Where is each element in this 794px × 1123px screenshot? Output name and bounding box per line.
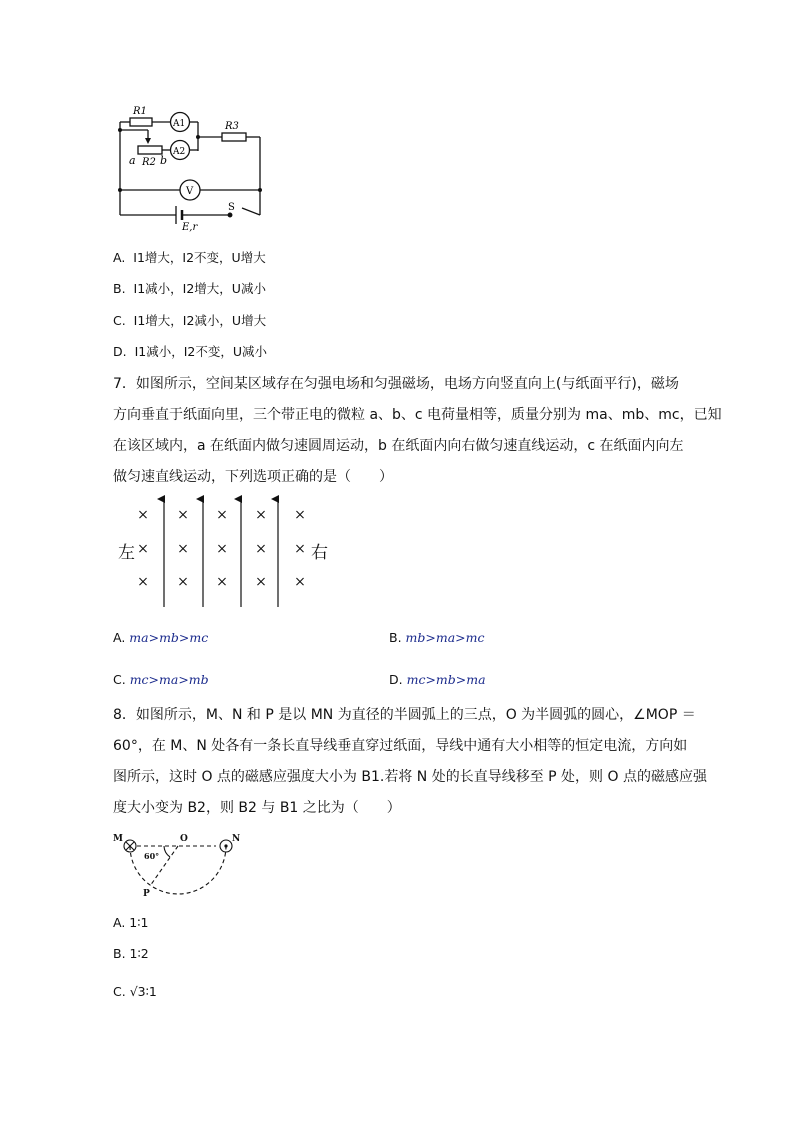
circuit-diagram — [110, 100, 270, 235]
cross-mark: × — [255, 541, 267, 557]
q7-line-4: 做匀速直线运动，下列选项正确的是（ ） — [113, 469, 393, 485]
point-m-label: M — [113, 834, 123, 844]
option-text: 1∶1 — [129, 915, 149, 930]
point-p-label: P — [143, 889, 150, 899]
q6-option-d — [113, 343, 267, 361]
q6-option-a — [113, 249, 266, 267]
right-label: 右 — [311, 543, 328, 563]
cross-mark: × — [294, 541, 306, 557]
field-diagram — [110, 495, 340, 610]
cross-mark: × — [216, 574, 228, 590]
option-text: √3∶1 — [129, 984, 157, 999]
option-letter: A. — [113, 250, 126, 265]
option-text: I1减小，I2不变，U减小 — [134, 344, 267, 359]
option-text: I1增大，I2不变，U增大 — [133, 250, 266, 265]
option-letter: C. — [113, 313, 126, 328]
cross-mark: × — [137, 541, 149, 557]
cross-mark: × — [294, 574, 306, 590]
source-label: E,r — [182, 222, 198, 233]
cross-mark: × — [216, 541, 228, 557]
semicircle-diagram — [110, 828, 250, 903]
r3-label: R3 — [225, 121, 239, 132]
option-text: I1增大，I2减小，U增大 — [133, 313, 267, 328]
cross-mark: × — [255, 507, 267, 523]
cross-mark: × — [137, 507, 149, 523]
cross-mark: × — [177, 507, 189, 523]
option-text: mc>ma>mb — [129, 672, 209, 687]
q7-line-1: 7．如图所示，空间某区域存在匀强电场和匀强磁场，电场方向竖直向上(与纸面平行)，磁场 — [113, 376, 679, 392]
q8-option-c — [113, 983, 157, 1001]
option-letter: A. — [113, 630, 126, 645]
option-text: mc>mb>ma — [406, 672, 486, 687]
option-letter: C. — [113, 672, 126, 687]
q7-option-d — [389, 671, 486, 689]
q8-line-3: 图所示，这时 O 点的磁感应强度大小为 B1.若将 N 处的长直导线移至 P 处，则 O 点的磁感应强 — [113, 769, 707, 785]
q7-option-b — [389, 629, 485, 647]
terminal-b-label: b — [160, 154, 168, 167]
terminal-a-label: a — [129, 154, 136, 167]
cross-mark: × — [177, 541, 189, 557]
switch-label: S — [228, 202, 235, 213]
option-letter: A. — [113, 915, 126, 930]
option-text: mb>ma>mc — [405, 630, 485, 645]
q8-line-4: 度大小变为 B2，则 B2 与 B1 之比为（ ） — [113, 800, 401, 816]
cross-mark: × — [216, 507, 228, 523]
r2-label: R2 — [142, 157, 156, 168]
option-letter: D. — [389, 672, 403, 687]
q7-option-c — [113, 671, 209, 689]
option-text: 1∶2 — [129, 946, 149, 961]
option-letter: B. — [113, 281, 126, 296]
q8-line-2: 60°，在 M、N 处各有一条长直导线垂直穿过纸面，导线中通有大小相等的恒定电流，方向如 — [113, 738, 688, 754]
a2-label: A2 — [173, 147, 186, 157]
angle-label: 60° — [144, 851, 160, 861]
q7-option-a — [113, 629, 208, 647]
cross-mark: × — [177, 574, 189, 590]
voltmeter-label: V — [186, 186, 194, 197]
r1-label: R1 — [133, 106, 147, 117]
q6-option-b — [113, 280, 266, 298]
option-letter: B. — [389, 630, 402, 645]
option-text: I1减小，I2增大，U减小 — [133, 281, 266, 296]
point-o-label: O — [180, 834, 188, 844]
option-letter: D. — [113, 344, 127, 359]
cross-mark: × — [137, 574, 149, 590]
a1-label: A1 — [173, 119, 186, 129]
q8-option-b — [113, 945, 149, 963]
left-label: 左 — [118, 543, 135, 563]
q7-line-2: 方向垂直于纸面向里，三个带正电的微粒 a、b、c 电荷量相等，质量分别为 ma、mb、mc，已知 — [113, 407, 722, 423]
point-n-label: N — [232, 834, 241, 844]
q8-option-a — [113, 914, 148, 932]
option-text: ma>mb>mc — [129, 630, 209, 645]
q7-line-3: 在该区域内，a 在纸面内做匀速圆周运动，b 在纸面内向右做匀速直线运动，c 在纸面内向左 — [113, 438, 684, 454]
q6-option-c — [113, 312, 266, 330]
option-letter: B. — [113, 946, 126, 961]
cross-mark: × — [255, 574, 267, 590]
cross-mark: × — [294, 507, 306, 523]
option-letter: C. — [113, 984, 126, 999]
q8-line-1: 8．如图所示，M、N 和 P 是以 MN 为直径的半圆弧上的三点，O 为半圆弧的圆心，∠MOP ＝ — [113, 707, 696, 723]
